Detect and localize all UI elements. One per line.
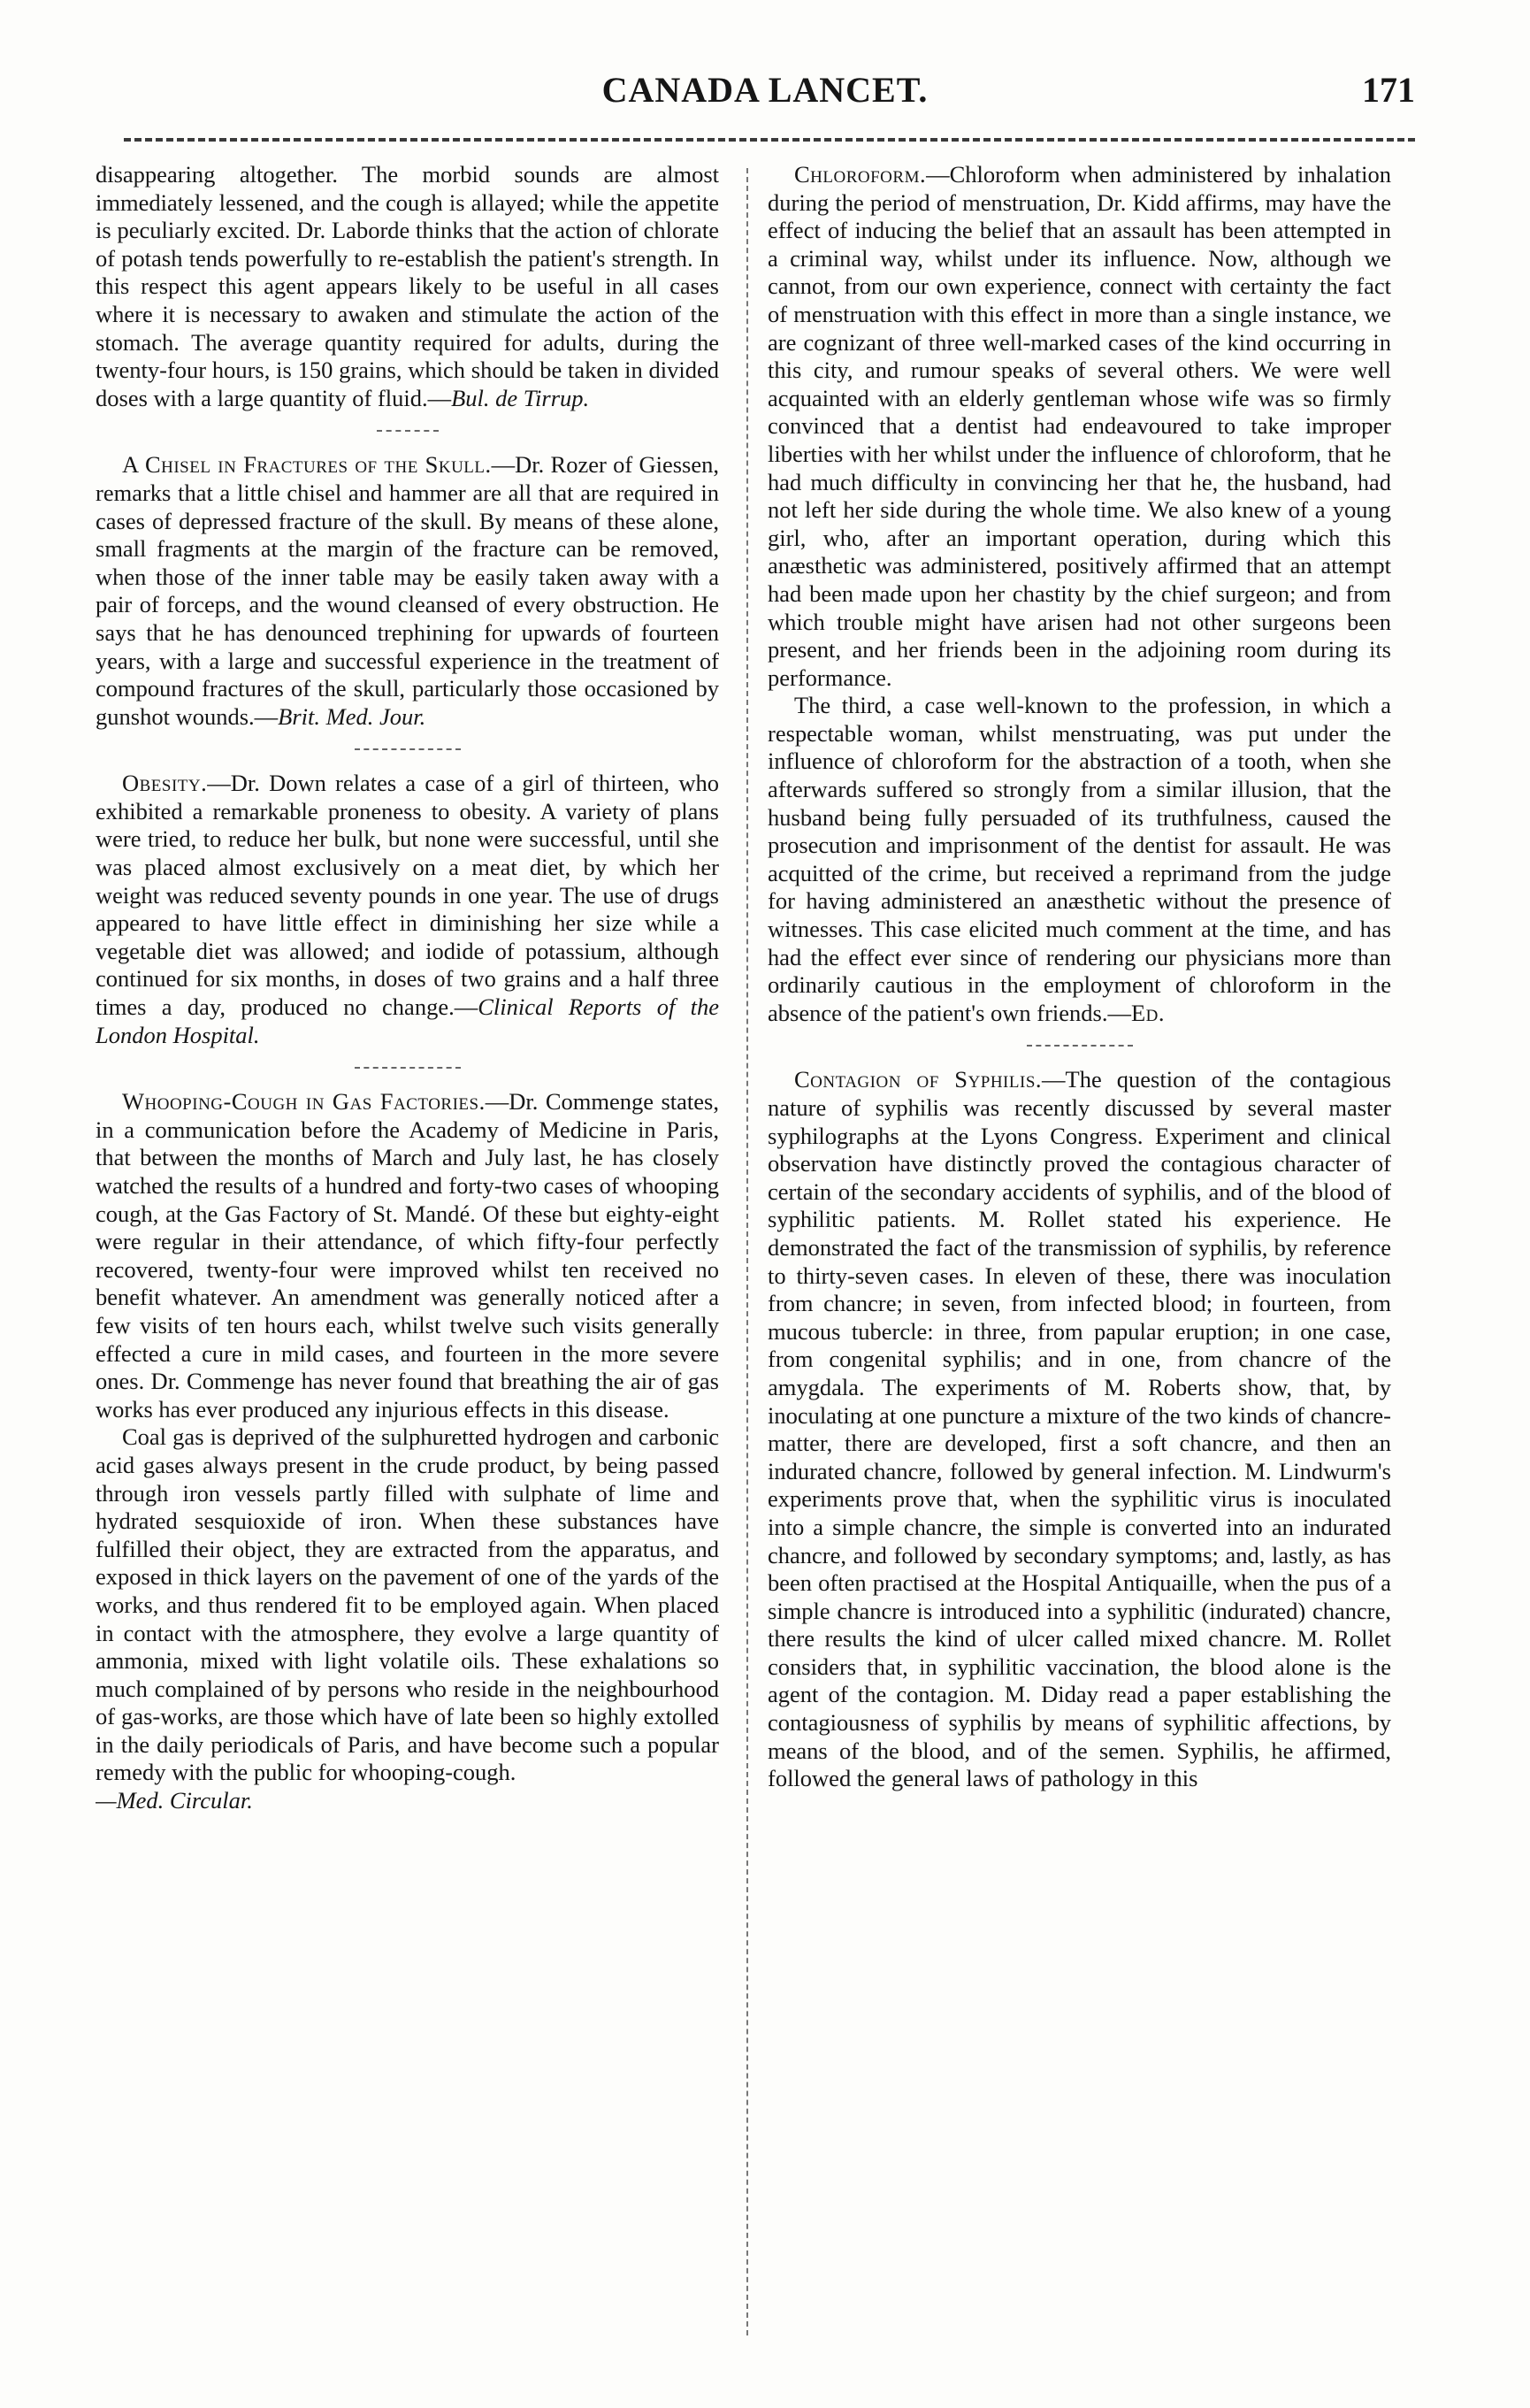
article-source: Clinical Reports of the London Hospital. — [96, 993, 719, 1048]
left-column — [96, 161, 719, 2337]
article-syphilis — [768, 1066, 1391, 1792]
article-paragraph — [96, 1787, 719, 1815]
article-paragraph — [96, 1088, 719, 1423]
running-head — [115, 69, 1415, 122]
article-whooping-cough — [96, 1088, 719, 1814]
article-body: —Dr. Rozer of Giessen, remarks that a little chisel and hammer are all that are required in cases of depressed fracture of the skull. By means of these alone, small fragments at the margin of the fracture can be removed, when those of the inner table may be easily taken away with a pair of forceps, and the wound cleansed of every obstruction. He says that he has denounced trephining for upwards of fourteen years, with a large and successful experience in the treatment of compound fractures of the skull, particularly those occasioned by gunshot wounds.— — [96, 451, 719, 730]
article-paragraph — [96, 1423, 719, 1787]
article-title: Contagion of Syphilis. — [794, 1066, 1043, 1093]
article-obesity — [96, 770, 719, 1049]
article-body: —Dr. Commenge states, in a communication before the Academy of Medicine in Paris, that between the months of March and July last, he has closely watched the results of a hundred and forty-two cases of whooping cough, at the Gas Factory of St. Mandé. Of these but eighty-eight were regular in their attendance, of which fifty-four perfectly recovered, twenty-four were improved whilst ten received no benefit whatever. An amendment was generally noticed after a few visits of ten hours each, whilst twelve such visits generally effected a cure in mild cases, and fourteen in the more severe ones. Dr. Commenge has never found that breathing the air of gas works has ever produced any injurious effects in this disease. — [96, 1088, 719, 1423]
article-chlorate-continuation — [96, 161, 719, 412]
article-chloroform — [768, 161, 1391, 1027]
page-number: 171 — [1362, 70, 1415, 110]
article-body: —Dr. Down relates a case of a girl of thirteen, who exhibited a remarkable proneness to obesity. A variety of plans were tried, to reduce her bulk, but none were successful, until she was placed almost exclusively on a meat diet, by which her weight was reduced seventy pounds in one year. The use of drugs appeared to have little effect in diminishing her size while a vegetable diet was allowed; and iodide of potassium, although continued for six months, in doses of two grains and a half three times a day, produced no change.— — [96, 770, 719, 1021]
article-paragraph — [768, 161, 1391, 692]
article-title: A Chisel in Fractures of the Skull. — [122, 451, 492, 479]
article-title: Chloroform. — [794, 161, 927, 188]
article-body: disappearing altogether. The morbid sounds are almost immediately lessened, and the cough is allayed; while the appetite is peculiarly excited. Dr. Laborde thinks that the action of chlorate of potash tends powerfully to re-establish the patient's strength. In this respect this agent appears likely to be useful in all cases where it is necessary to awaken and stimulate the action of the stomach. The average quantity required for adults, during the twenty-four hours, is 150 grains, which should be taken in divided doses with a large quantity of fluid.— — [96, 161, 719, 411]
article-separator — [377, 430, 439, 432]
article-source: Bul. de Tirrup. — [451, 384, 590, 411]
article-separator — [1027, 1045, 1133, 1047]
article-source: Brit. Med. Jour. — [278, 702, 426, 730]
article-body: —The question of the contagious nature of syphilis was recently discussed by several master syphilographs at the Lyons Congress. Experiment and clinical observation have distinctly proved the contagious character of certain of the secondary accidents of syphilis, and of the blood of syphilitic patients. M. Rollet stated his experience. He demonstrated the fact of the transmission of syphilis, by reference to thirty-seven cases. In eleven of these, there was inoculation from chancre; in seven, from infected blood; in fourteen, from mucous tubercle: in three, from papular eruption; in one case, from congenital syphilis; and in one, from chancre of the amygdala. The experiments of M. Roberts show, that, by inoculating at one puncture a mixture of the two kinds of chancre-matter, there are developed, first a soft chancre, and then an indurated chancre, followed by general infection. M. Lindwurm's experiments prove that, when the syphilitic virus is inoculated into a simple chancre, the simple is converted into an indurated chancre, and followed by secondary symptoms; and, lastly, as has been often practised at the Hospital Antiquaille, when the pus of a simple chancre is introduced into a syphilitic (indurated) chancre, there results the kind of ulcer called mixed chancre. M. Rollet considers that, in syphilitic vaccination, the blood alone is the agent of the contagion. M. Diday read a paper establishing the contagiousness of syphilis by means of syphilitic affections, by means of the blood, and of the semen. Syphilis, he affirmed, followed the general laws of pathology in this — [768, 1066, 1391, 1792]
article-title: Obesity. — [122, 770, 208, 797]
article-title: Whooping-Cough in Gas Factories. — [122, 1088, 486, 1116]
article-paragraph — [96, 161, 719, 412]
header-rule — [124, 138, 1415, 142]
article-separator — [355, 748, 461, 750]
journal-title: CANADA LANCET. — [601, 70, 929, 110]
article-separator — [355, 1067, 461, 1069]
article-body: The third, a case well-known to the profession, in which a respectable woman, whilst menstruating, was put under the influence of chloroform for the abstraction of a tooth, when she afterwards suffered so strongly from a similar illusion, that the husband being fully persuaded of its truthfulness, caused the prosecution and imprisonment of the dentist for assault. He was acquitted of the crime, but received a reprimand from the judge for having administered an anæsthetic without the presence of witnesses. This case elicited much comment at the time, and has had the effect ever since of rendering our physicians more than ordinarily cautious in the employment of chloroform in the absence of the patient's own friends.— — [768, 692, 1391, 1026]
article-source: —Med. Circular. — [96, 1787, 253, 1814]
right-column — [768, 161, 1391, 2337]
article-paragraph — [96, 770, 719, 1049]
article-paragraph — [96, 451, 719, 731]
column-divider — [746, 168, 748, 2335]
article-source: Ed. — [1130, 999, 1166, 1026]
article-body: —Chloroform when administered by inhalation during the period of menstruation, Dr. Kidd affirms, may have the effect of inducing the belief that an assault has been attempted in a criminal way, whilst under its influence. Now, although we cannot, from our own experience, connect with certainty the fact of menstruation with this effect in more than a single instance, we are cognizant of three well-marked cases of the kind occurring in this city, and rumour speaks of several others. We were well acquainted with an elderly gentleman whose wife was so firmly convinced that a dentist had endeavoured to take improper liberties with her whilst under the influence of chloroform, that he had much difficulty in convincing her that he, the husband, had not left her side during the whole time. We also knew of a young girl, who, after an important operation, during which this anæsthetic was administered, positively affirmed that an attempt had been made upon her chastity by the chief surgeon; and from which trouble might have arisen had not other surgeons been present, and her friends been in the adjoining room during its performance. — [768, 161, 1391, 691]
article-chisel — [96, 451, 719, 731]
article-body: Coal gas is deprived of the sulphuretted hydrogen and carbonic acid gases always present in the crude product, by being passed through iron vessels partly filled with sulphate of lime and hydrated sesquioxide of iron. When these substances have fulfilled their object, they are extracted from the apparatus, and exposed in thick layers on the pavement of one of the yards of the works, and thus rendered fit to be employed again. When placed in contact with the atmosphere, they evolve a large quantity of ammonia, mixed with light volatile oils. These exhalations so much complained of by persons who reside in the neighbourhood of gas-works, are those which have of late been so highly extolled in the daily periodicals of Paris, and have become such a popular remedy with the public for whooping-cough. — [96, 1423, 719, 1786]
article-paragraph — [768, 1066, 1391, 1792]
article-paragraph — [768, 692, 1391, 1027]
